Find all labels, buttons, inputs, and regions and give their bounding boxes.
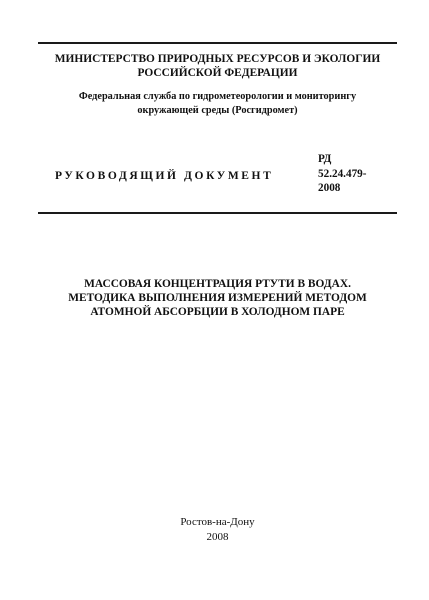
ministry-line-1: МИНИСТЕРСТВО ПРИРОДНЫХ РЕСУРСОВ И ЭКОЛОГИИ [54, 53, 381, 65]
top-divider [38, 42, 397, 44]
middle-divider [38, 212, 397, 214]
document-number [318, 152, 366, 196]
document-number-line-2: 52.24.479- [318, 167, 367, 180]
document-type-label: РУКОВОДЯЩИЙ ДОКУМЕНТ [55, 170, 274, 182]
title-line-3: АТОМНОЙ АБСОРБЦИИ В ХОЛОДНОМ ПАРЕ [90, 306, 345, 318]
service-name [38, 90, 397, 118]
service-line-1: Федеральная служба по гидрометеорологии и мониторингу [78, 91, 357, 102]
service-line-2: окружающей среды (Росгидромет) [137, 105, 298, 116]
publication-info [38, 515, 397, 545]
title-line-1: МАССОВАЯ КОНЦЕНТРАЦИЯ РТУТИ В ВОДАХ. [84, 278, 351, 290]
publication-year: 2008 [206, 531, 229, 543]
ministry-line-2: РОССИЙСКОЙ ФЕДЕРАЦИИ [137, 67, 298, 79]
publication-city: Ростов-на-Дону [180, 516, 255, 528]
title-line-2: МЕТОДИКА ВЫПОЛНЕНИЯ ИЗМЕРЕНИЙ МЕТОДОМ [68, 292, 367, 304]
document-title [38, 277, 397, 319]
ministry-name [38, 52, 397, 80]
document-number-line-1: РД [318, 153, 332, 165]
document-number-line-3: 2008 [318, 182, 341, 194]
